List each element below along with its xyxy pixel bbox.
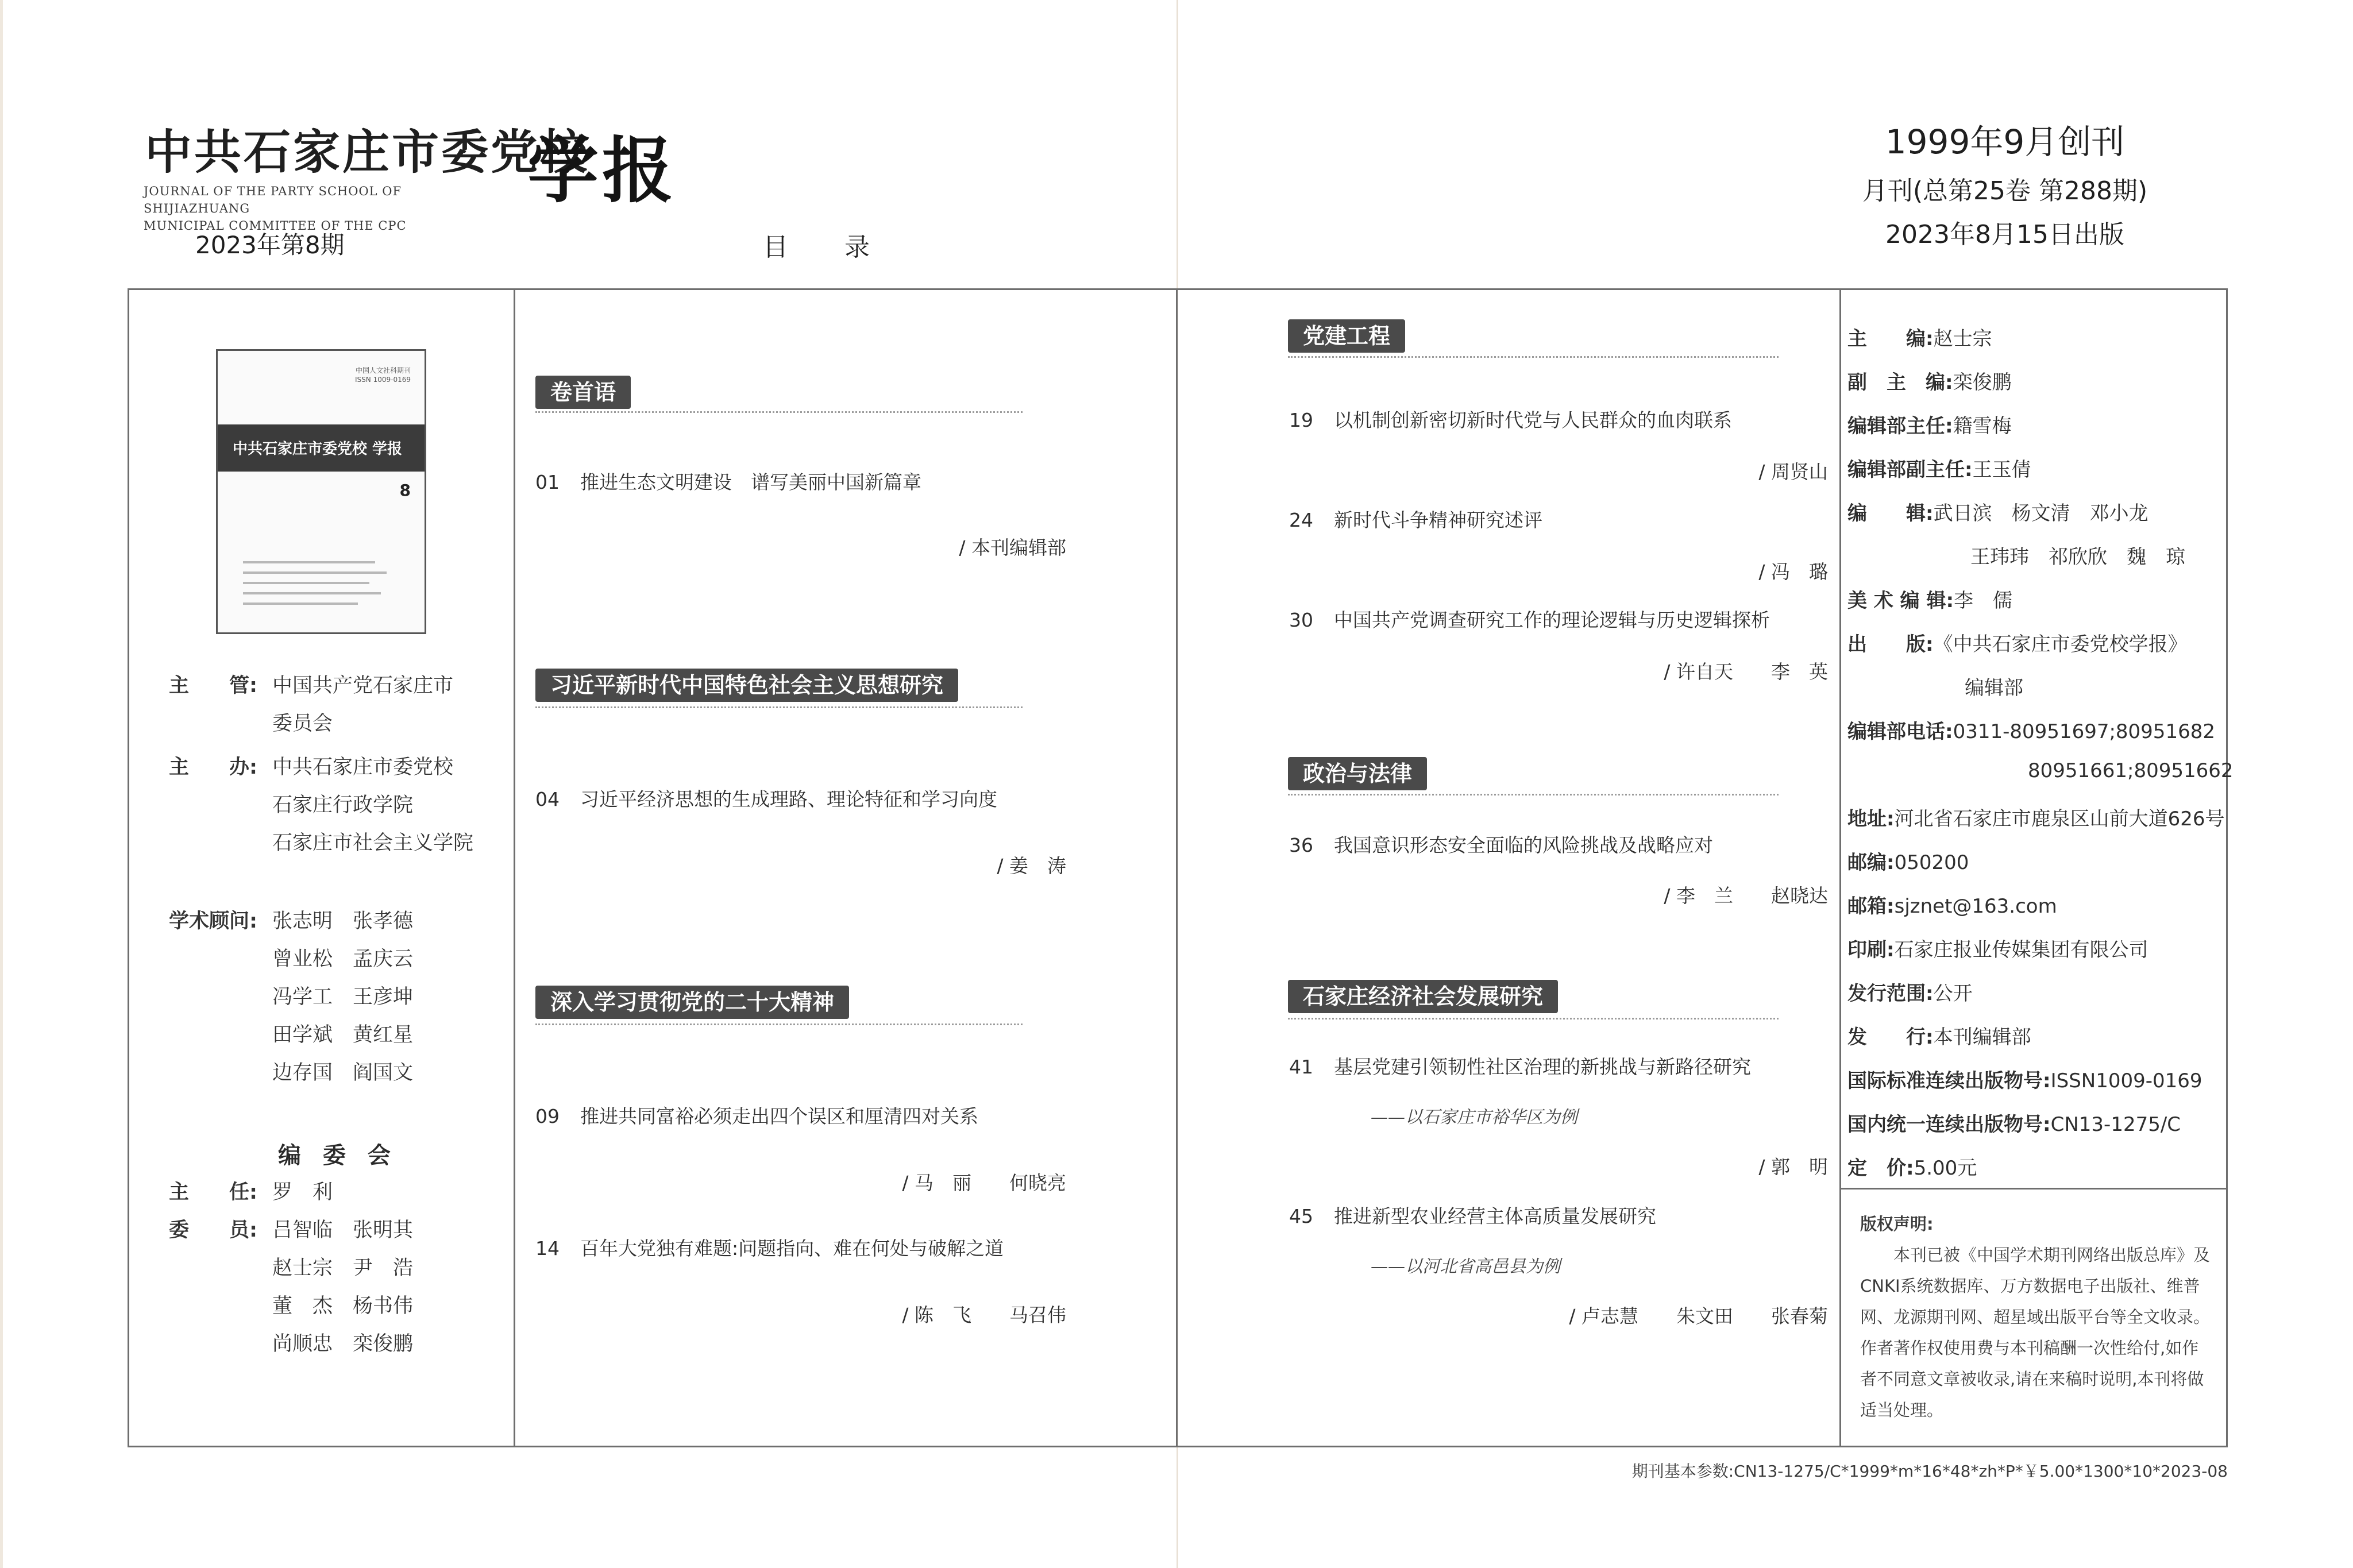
staff-value: 籍雪梅: [1953, 415, 2012, 438]
copyright-text: 本刊已被《中国学术期刊网络出版总库》及CNKI系统数据库、万方数据电子出版社、维普网、龙源期刊网、超星域出版平台等全文收录。作者著作权使用费与本刊稿酬一次性给付,如作者不同意文章被收录,请在来稿时说明,本刊将做适当处理。: [1860, 1245, 2211, 1420]
staff-label: 编辑部电话:: [1847, 720, 1953, 743]
toc-title: 中国共产党调查研究工作的理论逻辑与历史逻辑探析: [1334, 609, 1770, 631]
staff-value: 公开: [1933, 982, 1973, 1005]
toc-author: / 卢志慧 朱文田 张春菊: [1569, 1305, 1828, 1327]
supervisor-value: 中国共产党石家庄市: [272, 674, 454, 697]
staff-value: 赵士宗: [1933, 327, 1992, 350]
section-rule: [535, 706, 1023, 708]
issue-number: 2023年第8期: [195, 231, 345, 259]
staff-row: [1847, 497, 2221, 541]
staff-label: 国内统一连续出版物号:: [1847, 1113, 2051, 1136]
staff-row: [1847, 1065, 2221, 1109]
staff-label: 副 主 编:: [1847, 371, 1953, 394]
toc-entry[interactable]: [1289, 1052, 1751, 1079]
staff-value[interactable]: sjznet@163.com: [1894, 895, 2057, 918]
left-column-divider: [514, 288, 515, 1447]
member-pair: 尚顺忠 栾俊鹏: [272, 1333, 414, 1355]
staff-row: [1847, 890, 2221, 934]
toc-subtitle: ——以河北省高邑县为例: [1371, 1257, 1560, 1277]
staff-row: [1847, 803, 2225, 847]
staff-row: [1847, 934, 2221, 978]
staff-label: 印刷:: [1847, 939, 1895, 961]
staff-label: 国际标准连续出版物号:: [1847, 1069, 2051, 1092]
advisor-pair: 田学斌 黄红星: [272, 1024, 414, 1046]
staff-row: [1847, 410, 2221, 454]
toc-author: / 许自天 李 英: [1664, 661, 1828, 683]
cover-text-line: [243, 582, 369, 584]
cover-text-line: [243, 571, 387, 574]
staff-row: [1847, 366, 2221, 410]
editorial-board-block: [169, 1180, 413, 1357]
frequency: 月刊(总第25卷 第288期): [1862, 176, 2148, 206]
journal-parameters: 期刊基本参数:CN13-1275/C*1999*m*16*48*zh*P*￥5.00*1300*10*2023-08: [1631, 1462, 2228, 1481]
staff-label: 编辑部副主任:: [1847, 458, 1973, 481]
staff-label: 地址:: [1847, 808, 1895, 831]
cover-title-band: [218, 424, 425, 472]
staff-row: [1847, 978, 2221, 1021]
section-rule: [535, 411, 1023, 413]
publish-date: 2023年8月15日出版: [1885, 220, 2124, 249]
staff-label: 美 术 编 辑:: [1847, 589, 1954, 612]
staff-row: [1847, 585, 2221, 628]
toc-author: / 冯 璐: [1758, 561, 1828, 583]
toc-entry[interactable]: [1289, 1202, 1656, 1229]
advisors-block: [169, 909, 413, 1086]
advisor-pair: 张志明 张孝德: [272, 910, 414, 933]
staff-row: [1847, 716, 2221, 759]
cover-issue-mark: 8: [399, 481, 411, 500]
section-rule: [535, 1024, 1023, 1025]
staff-row: [1847, 1109, 2221, 1152]
toc-page: 01: [535, 471, 560, 493]
staff-row: [1847, 1152, 2221, 1196]
cover-text-line: [243, 561, 375, 563]
toc-author: / 李 兰 赵晓达: [1664, 885, 1828, 907]
toc-title: 推进新型农业经营主体高质量发展研究: [1334, 1205, 1656, 1227]
staff-value: 石家庄报业传媒集团有限公司: [1894, 939, 2148, 961]
toc-page: 04: [535, 788, 560, 810]
toc-page: 24: [1289, 509, 1313, 531]
toc-title: 习近平经济思想的生成理路、理论特征和学习向度: [580, 788, 997, 810]
cover-thumbnail: [216, 349, 426, 634]
toc-entry[interactable]: [1289, 405, 1732, 432]
toc-title: 推进共同富裕必须走出四个误区和厘清四对关系: [580, 1105, 978, 1127]
staff-value: 80951661;80951662: [2028, 759, 2234, 782]
toc-title: 百年大党独有难题:问题指向、难在何处与破解之道: [580, 1237, 1004, 1260]
copyright-notice: [1860, 1208, 2211, 1426]
staff-list: [1847, 323, 2234, 1196]
staff-value: 《中共石家庄市委党校学报》: [1933, 633, 2188, 656]
staff-label: 定 价:: [1847, 1157, 1914, 1180]
section-header: 政治与法律: [1288, 757, 1427, 790]
section-header: 石家庄经济社会发展研究: [1288, 980, 1558, 1013]
copyright-heading: 版权声明:: [1860, 1214, 1934, 1234]
staff-value: 王玮玮 祁欣欣 魏 琼: [1970, 546, 2185, 569]
toc-entry[interactable]: [535, 1234, 1004, 1261]
toc-entry[interactable]: [535, 1102, 978, 1129]
staff-value: 本刊编辑部: [1933, 1026, 2031, 1049]
staff-row: [1847, 454, 2221, 497]
page-edge: [0, 0, 3, 1568]
staff-label: 编 辑:: [1847, 502, 1934, 525]
section-rule: [1288, 794, 1779, 795]
supervisor-block: [169, 673, 453, 736]
toc-entry[interactable]: [1289, 505, 1542, 532]
staff-value: CN13-1275/C: [2050, 1113, 2181, 1136]
founded-date: 1999年9月创刊: [1885, 122, 2125, 161]
supervisor-label: 主 管:: [169, 674, 257, 697]
host-value: 石家庄行政学院: [272, 794, 414, 817]
section-header: 党建工程: [1288, 319, 1405, 353]
toc-title: 以机制创新密切新时代党与人民群众的血肉联系: [1334, 409, 1732, 431]
cover-text-line: [243, 592, 381, 594]
staff-row: [1847, 847, 2221, 890]
staff-row: [1847, 628, 2221, 672]
toc-title: 新时代斗争精神研究述评: [1334, 509, 1542, 531]
staff-value: 050200: [1894, 851, 1969, 874]
staff-label: 编辑部主任:: [1847, 415, 1953, 438]
cover-publisher-line2: ISSN 1009-0169: [355, 376, 411, 384]
cover-publisher-line1: 中国人文社科期刊: [355, 366, 411, 374]
toc-page: 09: [535, 1105, 560, 1127]
advisor-pair: 冯学工 王彦坤: [272, 986, 414, 1009]
toc-author: / 姜 涛: [997, 855, 1066, 877]
host-value: 石家庄市社会主义学院: [272, 832, 474, 855]
staff-row: [1847, 672, 2221, 716]
toc-entry[interactable]: [1289, 831, 1713, 858]
section-rule: [1288, 356, 1779, 358]
section-header: 卷首语: [535, 376, 631, 409]
cover-publisher: [355, 366, 411, 384]
journal-title-en-line1: JOURNAL OF THE PARTY SCHOOL OF SHIJIAZHUANG: [144, 184, 402, 215]
editorial-board-heading: 编 委 会: [278, 1142, 398, 1169]
staff-value: 编辑部: [1965, 677, 2023, 700]
right-column-divider: [1839, 288, 1841, 1447]
toc-entry[interactable]: [535, 785, 997, 812]
toc-entry[interactable]: [1289, 605, 1770, 632]
staff-label: 主 编:: [1847, 327, 1934, 350]
staff-row: [1847, 323, 2221, 366]
toc-page: 36: [1289, 834, 1313, 856]
member-pair: 董 杰 杨书伟: [272, 1295, 414, 1318]
supervisor-value: 委员会: [272, 712, 333, 735]
toc-subtitle: ——以石家庄市裕华区为例: [1371, 1107, 1577, 1127]
journal-title-cn: 中共石家庄市委党校: [145, 125, 590, 180]
toc-author: / 周贤山: [1758, 461, 1828, 483]
staff-label: 邮箱:: [1847, 895, 1895, 918]
journal-title-en-line2: MUNICIPAL COMMITTEE OF THE CPC: [144, 219, 407, 233]
staff-value: ISSN1009-0169: [2050, 1069, 2202, 1092]
staff-value: 河北省石家庄市鹿泉区山前大道626号: [1894, 808, 2225, 831]
staff-value: 李 儒: [1954, 589, 2013, 612]
toc-page: 30: [1289, 609, 1313, 631]
host-block: [169, 755, 473, 856]
section-header: 习近平新时代中国特色社会主义思想研究: [535, 669, 958, 702]
toc-page: 45: [1289, 1205, 1313, 1227]
host-label: 主 办:: [169, 756, 257, 779]
staff-label: 发 行:: [1847, 1026, 1934, 1049]
advisor-pair: 边存国 阎国文: [272, 1061, 414, 1084]
staff-label: 出 版:: [1847, 633, 1934, 656]
staff-value: 王玉倩: [1972, 458, 2031, 481]
toc-page: 14: [535, 1237, 560, 1260]
members-label: 委 员:: [169, 1219, 257, 1242]
director-label: 主 任:: [169, 1181, 257, 1204]
toc-title: 我国意识形态安全面临的风险挑战及战略应对: [1334, 834, 1713, 856]
toc-title: 基层党建引领韧性社区治理的新挑战与新路径研究: [1334, 1056, 1751, 1078]
toc-page: 19: [1289, 409, 1313, 431]
staff-label: 邮编:: [1847, 851, 1895, 874]
staff-row: [1847, 1021, 2221, 1065]
member-pair: 吕智临 张明其: [272, 1219, 414, 1242]
section-header: 深入学习贯彻党的二十大精神: [535, 986, 849, 1019]
staff-row: [1847, 759, 2234, 803]
staff-row: [1847, 541, 2221, 585]
toc-entry[interactable]: [535, 468, 921, 495]
advisors-label: 学术顾问:: [169, 910, 257, 933]
contents-heading: 目 录: [763, 233, 894, 262]
toc-page: 41: [1289, 1056, 1313, 1078]
toc-author: / 本刊编辑部: [959, 536, 1066, 559]
staff-value: 5.00元: [1914, 1157, 1977, 1180]
advisor-pair: 曾业松 孟庆云: [272, 948, 414, 971]
toc-author: / 马 丽 何晓亮: [902, 1172, 1066, 1194]
toc-author: / 郭 明: [1758, 1156, 1828, 1178]
member-pair: 赵士宗 尹 浩: [272, 1257, 414, 1280]
director-value: 罗 利: [272, 1181, 333, 1204]
host-value: 中共石家庄市委党校: [272, 756, 454, 779]
toc-author: / 陈 飞 马召伟: [902, 1304, 1066, 1326]
cover-text-line: [243, 603, 358, 605]
cover-title: 中共石家庄市委党校 学报: [233, 441, 403, 458]
staff-value: 武日滨 杨文清 邓小龙: [1933, 502, 2148, 525]
staff-label: 发行范围:: [1847, 982, 1934, 1005]
staff-value: 栾俊鹏: [1953, 371, 2012, 394]
section-rule: [1288, 1018, 1779, 1019]
journal-title-big: 学报: [527, 130, 677, 213]
staff-value: 0311-80951697;80951682: [1953, 720, 2215, 743]
toc-title: 推进生态文明建设 谱写美丽中国新篇章: [580, 471, 921, 493]
